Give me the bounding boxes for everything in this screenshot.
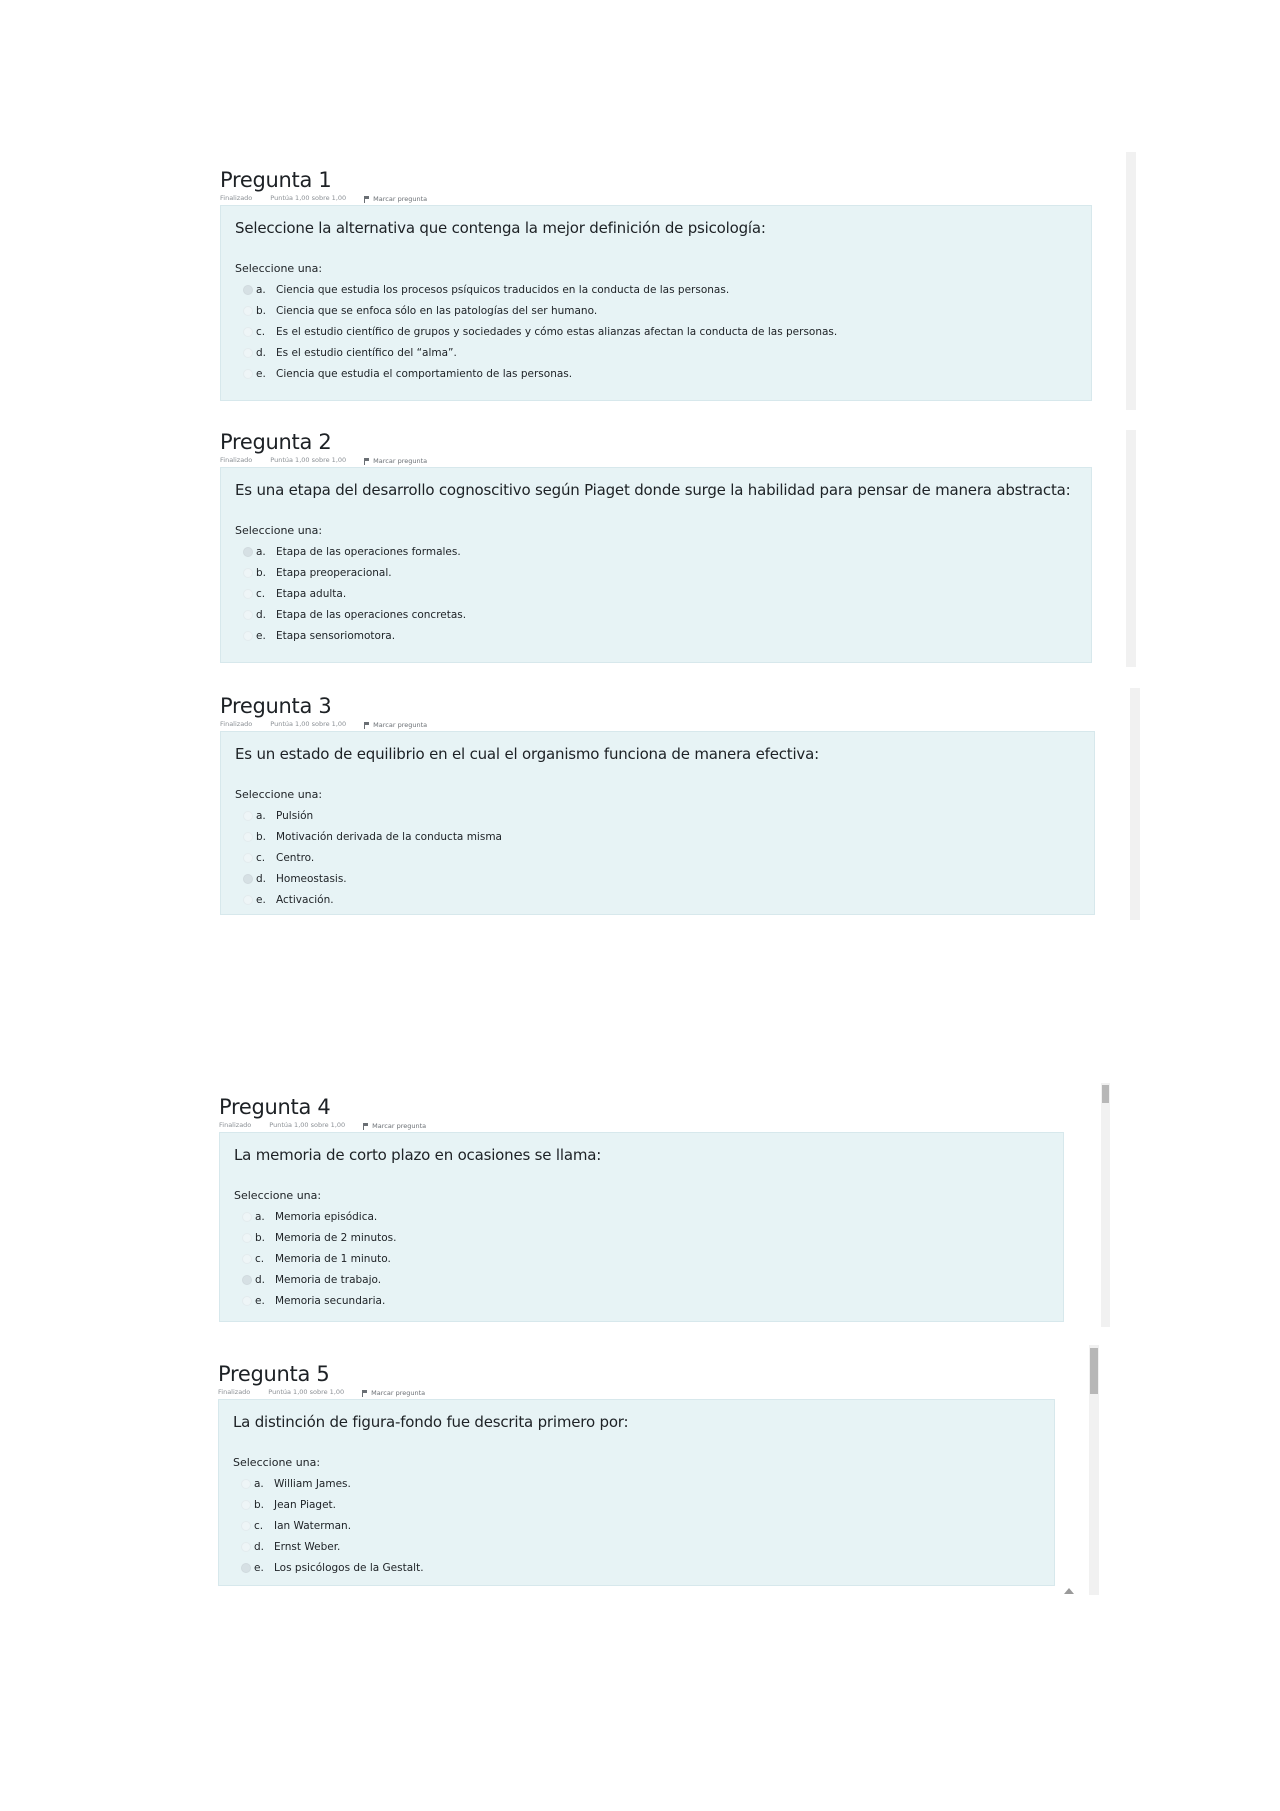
radio-button[interactable] bbox=[241, 1500, 251, 1510]
radio-button[interactable] bbox=[243, 589, 253, 599]
radio-button[interactable] bbox=[242, 1212, 252, 1222]
question-2 bbox=[220, 429, 1092, 663]
question-3 bbox=[220, 693, 1095, 915]
question-content bbox=[218, 1399, 1055, 1586]
answer-prompt: Seleccione una: bbox=[234, 1189, 322, 1202]
question-status: Finalizado bbox=[219, 1121, 252, 1129]
answer-text: Ernst Weber. bbox=[274, 1540, 341, 1553]
radio-button[interactable] bbox=[243, 610, 253, 620]
answer-text: Memoria de trabajo. bbox=[275, 1273, 382, 1286]
answer-option-b[interactable]: b. Etapa preoperacional. bbox=[243, 562, 1077, 583]
flag-icon bbox=[364, 458, 370, 465]
question-content bbox=[220, 467, 1092, 663]
answer-option-a[interactable]: a. Ciencia que estudia los procesos psíquicos traducidos en la conducta de las personas. bbox=[243, 279, 1077, 300]
scrollbar-5[interactable] bbox=[1089, 1345, 1099, 1595]
answer-text: Etapa sensoriomotora. bbox=[276, 629, 396, 642]
question-4 bbox=[219, 1094, 1064, 1322]
answer-prompt: Seleccione una: bbox=[235, 262, 323, 275]
answer-text: Etapa preoperacional. bbox=[276, 566, 392, 579]
answer-text: Es el estudio científico del “alma”. bbox=[276, 346, 457, 359]
answer-text: Ciencia que se enfoca sólo en las patologías del ser humano. bbox=[276, 304, 598, 317]
flag-question-link[interactable] bbox=[363, 1121, 426, 1131]
radio-button[interactable] bbox=[243, 568, 253, 578]
answer-option-d[interactable]: d. Memoria de trabajo. bbox=[242, 1269, 1049, 1290]
answer-text: Es el estudio científico de grupos y sociedades y cómo estas alianzas afectan la conducta de las personas. bbox=[276, 325, 838, 338]
answer-prompt: Seleccione una: bbox=[235, 788, 323, 801]
answer-option-e[interactable]: e. Ciencia que estudia el comportamiento de las personas. bbox=[243, 363, 1077, 384]
question-1 bbox=[220, 167, 1092, 401]
answer-list bbox=[234, 1206, 1049, 1311]
answer-list bbox=[235, 805, 1080, 910]
answer-option-d[interactable]: d. Es el estudio científico del “alma”. bbox=[243, 342, 1077, 363]
answer-text: Ian Waterman. bbox=[274, 1519, 352, 1532]
scrollbar-3[interactable] bbox=[1130, 688, 1140, 920]
question-info bbox=[220, 456, 1092, 466]
radio-button[interactable] bbox=[243, 348, 253, 358]
answer-text: Etapa de las operaciones formales. bbox=[276, 545, 461, 558]
question-score: Puntúa 1,00 sobre 1,00 bbox=[269, 1121, 346, 1129]
flag-question-link[interactable] bbox=[364, 720, 427, 730]
answer-list bbox=[235, 279, 1077, 384]
answer-text: Jean Piaget. bbox=[274, 1498, 337, 1511]
flag-label: Marcar pregunta bbox=[373, 456, 428, 465]
radio-button[interactable] bbox=[241, 1479, 251, 1489]
question-title: Pregunta 1 bbox=[220, 168, 332, 192]
radio-button[interactable] bbox=[243, 853, 253, 863]
scrollbar-thumb[interactable] bbox=[1102, 1085, 1109, 1103]
question-5 bbox=[218, 1361, 1055, 1586]
radio-button[interactable] bbox=[243, 631, 253, 641]
question-text: La memoria de corto plazo en ocasiones se llama: bbox=[234, 1146, 602, 1164]
question-content bbox=[220, 205, 1092, 401]
radio-button[interactable] bbox=[241, 1521, 251, 1531]
answer-text: Homeostasis. bbox=[276, 872, 347, 885]
answer-option-c[interactable]: c. Ian Waterman. bbox=[241, 1515, 1040, 1536]
question-info bbox=[220, 194, 1092, 204]
answer-text: Activación. bbox=[276, 893, 334, 906]
answer-list bbox=[233, 1473, 1040, 1578]
answer-option-c[interactable]: c. Centro. bbox=[243, 847, 1080, 868]
flag-icon bbox=[364, 722, 370, 729]
answer-option-d[interactable]: d. Ernst Weber. bbox=[241, 1536, 1040, 1557]
flag-icon bbox=[364, 196, 370, 203]
radio-button[interactable] bbox=[243, 327, 253, 337]
question-text: Es una etapa del desarrollo cognoscitivo según Piaget donde surge la habilidad para pensar de manera abstracta: bbox=[235, 481, 1071, 499]
question-title: Pregunta 5 bbox=[218, 1362, 330, 1386]
answer-text: William James. bbox=[274, 1477, 351, 1490]
answer-option-e[interactable]: e. Activación. bbox=[243, 889, 1080, 910]
radio-button[interactable] bbox=[241, 1542, 251, 1552]
scrollbar-4[interactable] bbox=[1101, 1083, 1110, 1327]
answer-text: Memoria de 1 minuto. bbox=[275, 1252, 391, 1265]
answer-text: Etapa de las operaciones concretas. bbox=[276, 608, 467, 621]
answer-prompt: Seleccione una: bbox=[235, 524, 323, 537]
flag-label: Marcar pregunta bbox=[373, 720, 428, 729]
answer-list bbox=[235, 541, 1077, 646]
question-score: Puntúa 1,00 sobre 1,00 bbox=[270, 194, 347, 202]
answer-text: Memoria secundaria. bbox=[275, 1294, 386, 1307]
question-score: Puntúa 1,00 sobre 1,00 bbox=[270, 456, 347, 464]
answer-option-b[interactable]: b. Jean Piaget. bbox=[241, 1494, 1040, 1515]
answer-text: Memoria de 2 minutos. bbox=[275, 1231, 397, 1244]
answer-text: Pulsión bbox=[276, 809, 314, 822]
answer-prompt: Seleccione una: bbox=[233, 1456, 321, 1469]
answer-option-e[interactable]: e. Etapa sensoriomotora. bbox=[243, 625, 1077, 646]
question-title: Pregunta 3 bbox=[220, 694, 332, 718]
scrollbar-2[interactable] bbox=[1126, 430, 1136, 667]
flag-question-link[interactable] bbox=[364, 456, 427, 466]
flag-question-link[interactable] bbox=[364, 194, 427, 204]
answer-option-e[interactable]: e. Memoria secundaria. bbox=[242, 1290, 1049, 1311]
answer-option-c[interactable]: c. Memoria de 1 minuto. bbox=[242, 1248, 1049, 1269]
answer-text: Ciencia que estudia el comportamiento de las personas. bbox=[276, 367, 573, 380]
radio-button[interactable] bbox=[243, 369, 253, 379]
question-title: Pregunta 2 bbox=[220, 430, 332, 454]
radio-button[interactable] bbox=[241, 1563, 251, 1573]
answer-option-b[interactable]: b. Memoria de 2 minutos. bbox=[242, 1227, 1049, 1248]
question-status: Finalizado bbox=[220, 194, 253, 202]
answer-option-c[interactable]: c. Etapa adulta. bbox=[243, 583, 1077, 604]
flag-question-link[interactable] bbox=[362, 1388, 425, 1398]
answer-option-a[interactable]: a. Etapa de las operaciones formales. bbox=[243, 541, 1077, 562]
radio-button[interactable] bbox=[243, 874, 253, 884]
flag-label: Marcar pregunta bbox=[373, 194, 428, 203]
radio-button[interactable] bbox=[243, 285, 253, 295]
question-text: Es un estado de equilibrio en el cual el organismo funciona de manera efectiva: bbox=[235, 745, 819, 763]
answer-text: Memoria episódica. bbox=[275, 1210, 378, 1223]
radio-button[interactable] bbox=[243, 306, 253, 316]
question-content bbox=[219, 1132, 1064, 1322]
question-info bbox=[219, 1121, 1064, 1131]
radio-button[interactable] bbox=[242, 1275, 252, 1285]
question-info bbox=[218, 1388, 1055, 1398]
flag-icon bbox=[363, 1123, 369, 1130]
radio-button[interactable] bbox=[243, 547, 253, 557]
question-score: Puntúa 1,00 sobre 1,00 bbox=[268, 1388, 345, 1396]
answer-option-d[interactable]: d. Homeostasis. bbox=[243, 868, 1080, 889]
radio-button[interactable] bbox=[243, 895, 253, 905]
answer-option-e[interactable]: e. Los psicólogos de la Gestalt. bbox=[241, 1557, 1040, 1578]
answer-option-b[interactable]: b. Ciencia que se enfoca sólo en las patologías del ser humano. bbox=[243, 300, 1077, 321]
question-title: Pregunta 4 bbox=[219, 1095, 331, 1119]
flag-label: Marcar pregunta bbox=[372, 1121, 427, 1130]
scrollbar-thumb[interactable] bbox=[1090, 1348, 1098, 1394]
answer-text: Ciencia que estudia los procesos psíquicos traducidos en la conducta de las personas. bbox=[276, 283, 730, 296]
answer-option-a[interactable]: a. William James. bbox=[241, 1473, 1040, 1494]
question-content bbox=[220, 731, 1095, 915]
answer-text: Motivación derivada de la conducta misma bbox=[276, 830, 502, 843]
radio-button[interactable] bbox=[242, 1254, 252, 1264]
question-status: Finalizado bbox=[220, 456, 253, 464]
answer-option-b[interactable]: b. Motivación derivada de la conducta misma bbox=[243, 826, 1080, 847]
radio-button[interactable] bbox=[242, 1296, 252, 1306]
question-info bbox=[220, 720, 1095, 730]
radio-button[interactable] bbox=[242, 1233, 252, 1243]
flag-label: Marcar pregunta bbox=[371, 1388, 426, 1397]
answer-option-c[interactable]: c. Es el estudio científico de grupos y sociedades y cómo estas alianzas afectan la conducta de las personas. bbox=[243, 321, 1077, 342]
answer-text: Los psicólogos de la Gestalt. bbox=[274, 1561, 424, 1574]
answer-text: Centro. bbox=[276, 851, 315, 864]
question-score: Puntúa 1,00 sobre 1,00 bbox=[270, 720, 347, 728]
answer-option-a[interactable]: a. Pulsión bbox=[243, 805, 1080, 826]
radio-button[interactable] bbox=[243, 832, 253, 842]
question-text: Seleccione la alternativa que contenga la mejor definición de psicología: bbox=[235, 219, 766, 237]
scroll-up-icon[interactable] bbox=[1064, 1588, 1074, 1594]
scrollbar-1[interactable] bbox=[1126, 152, 1136, 410]
answer-option-a[interactable]: a. Memoria episódica. bbox=[242, 1206, 1049, 1227]
radio-button[interactable] bbox=[243, 811, 253, 821]
flag-icon bbox=[362, 1390, 368, 1397]
answer-option-d[interactable]: d. Etapa de las operaciones concretas. bbox=[243, 604, 1077, 625]
answer-text: Etapa adulta. bbox=[276, 587, 347, 600]
question-status: Finalizado bbox=[220, 720, 253, 728]
question-text: La distinción de figura-fondo fue descrita primero por: bbox=[233, 1413, 629, 1431]
question-status: Finalizado bbox=[218, 1388, 251, 1396]
